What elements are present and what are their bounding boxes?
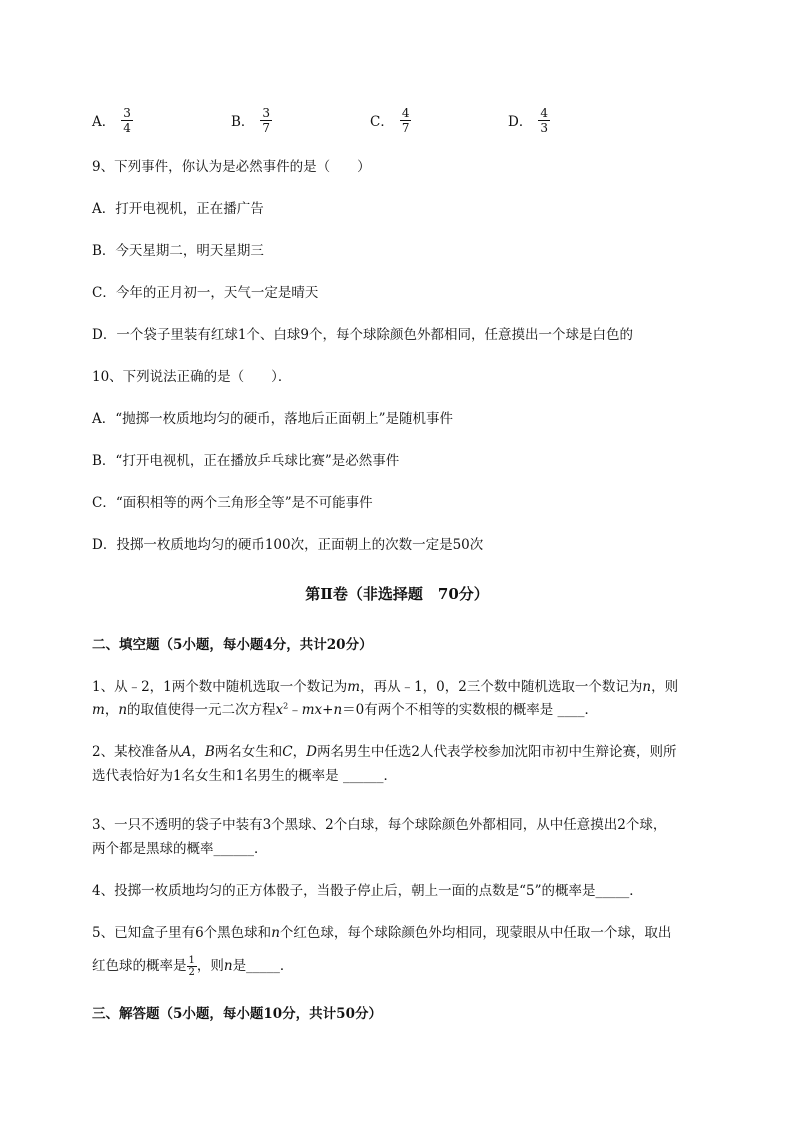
text: ，再从﹣1，0，2三个数中随机选取一个数记为 (360, 679, 643, 695)
text: 1、从﹣2，1两个数中随机选取一个数记为 (92, 679, 348, 695)
fraction (400, 106, 412, 135)
fill-q3-line2: 两个都是黑球的概率______． (92, 841, 268, 857)
denominator: 4 (123, 120, 131, 135)
option-label: A． (92, 114, 116, 130)
q8-option-d (508, 100, 550, 140)
fill-q4: 4、投掷一枚质地均匀的正方体骰子，当骰子停止后，朝上一面的点数是“5”的概率是_____． (92, 883, 643, 899)
var-c: C (282, 744, 293, 760)
fill-q5-line1 (92, 923, 671, 943)
text: ，则 (651, 679, 679, 695)
text: ﹣ (288, 702, 302, 718)
var-d: D (306, 744, 317, 760)
q8-option-a (92, 100, 133, 140)
text: 5、已知盒子里有6个黑色球和 (92, 925, 272, 941)
q10-option-a: A．“抛掷一枚质地均匀的硬币，落地后正面朝上”是随机事件 (92, 411, 454, 427)
fill-q2-line1 (92, 742, 677, 762)
q8-option-c (370, 100, 411, 140)
fill-q1-line2 (92, 700, 598, 720)
fill-q1-line1 (92, 677, 678, 697)
text: ， (104, 702, 119, 718)
section2-heading: 二、填空题（5小题，每小题4分，共计20分） (92, 637, 373, 653)
var-a: A (181, 744, 192, 760)
var-m: m (92, 702, 105, 718)
numerator: 3 (262, 105, 271, 120)
text: 个红色球，每个球除颜色外均相同，现蒙眼从中任取一个球，取出 (279, 925, 672, 941)
var-n: n (223, 958, 233, 974)
q10-option-b: B．“打开电视机，正在播放乒乓球比赛”是必然事件 (92, 453, 400, 469)
term-mx: mx (301, 702, 323, 718)
var-n: n (271, 925, 280, 941)
text: 两名男生中任选2人代表学校参加沈阳市初中生辩论赛，则所 (316, 744, 677, 760)
text: 两名女生和 (214, 744, 283, 760)
denominator: 2 (188, 967, 195, 978)
q9-option-b: B．今天星期二，明天星期三 (92, 243, 264, 259)
fraction (538, 106, 550, 135)
fraction (121, 106, 133, 135)
fill-q2-line2: 选代表恰好为1名女生和1名男生的概率是 ______． (92, 768, 397, 784)
numerator: 1 (188, 955, 195, 966)
text: ，则 (196, 958, 224, 974)
text: + (322, 702, 334, 718)
text: ＝0有两个不相等的实数根的概率是 ____． (342, 702, 599, 718)
q9-option-d: D．一个袋子里装有红球1个、白球9个，每个球除颜色外都相同，任意摸出一个球是白色的 (92, 327, 634, 343)
q9-option-a: A．打开电视机，正在播广告 (92, 201, 264, 217)
option-label: C． (370, 114, 394, 130)
denominator: 7 (401, 120, 410, 135)
numerator: 4 (401, 105, 410, 120)
var-x: x (275, 702, 284, 718)
numerator: 3 (123, 105, 131, 120)
q10-option-d: D．投掷一枚质地均匀的硬币100次，正面朝上的次数一定是50次 (92, 537, 484, 553)
exponent: 2 (283, 701, 289, 711)
numerator: 4 (540, 105, 548, 120)
option-label: B． (231, 114, 255, 130)
text: ， (191, 744, 205, 760)
text: 2、某校准备从 (92, 744, 182, 760)
text: 是_____． (232, 958, 294, 974)
var-n: n (642, 679, 652, 695)
q8-options (92, 100, 692, 140)
fraction (260, 106, 272, 135)
q8-option-b (231, 100, 272, 140)
part2-title: 第Ⅱ卷（非选择题 70分） (305, 585, 489, 603)
var-n: n (333, 702, 343, 718)
var-b: B (204, 744, 215, 760)
var-n: n (118, 702, 128, 718)
q10-stem: 10、下列说法正确的是（ ）． (92, 369, 292, 385)
denominator: 7 (262, 120, 271, 135)
fill-q3-line1: 3、一只不透明的袋子中装有3个黑球、2个白球，每个球除颜色外都相同，从中任意摸出2个球， (92, 817, 667, 833)
q9-stem: 9、下列事件，你认为是必然事件的是（ ） (92, 159, 371, 175)
var-m: m (347, 679, 361, 695)
q10-option-c: C．“面积相等的两个三角形全等”是不可能事件 (92, 495, 373, 511)
text: 红色球的概率是 (92, 958, 187, 974)
text: 的取值使得一元二次方程 (127, 702, 276, 718)
option-label: D． (508, 114, 533, 130)
denominator: 3 (540, 120, 548, 135)
fraction-one-half (187, 955, 197, 978)
text: ， (292, 744, 307, 760)
section3-heading: 三、解答题（5小题，每小题10分，共计50分） (92, 1006, 382, 1022)
q9-option-c: C．今年的正月初一，天气一定是晴天 (92, 285, 319, 301)
fill-q5-line2 (92, 952, 293, 980)
